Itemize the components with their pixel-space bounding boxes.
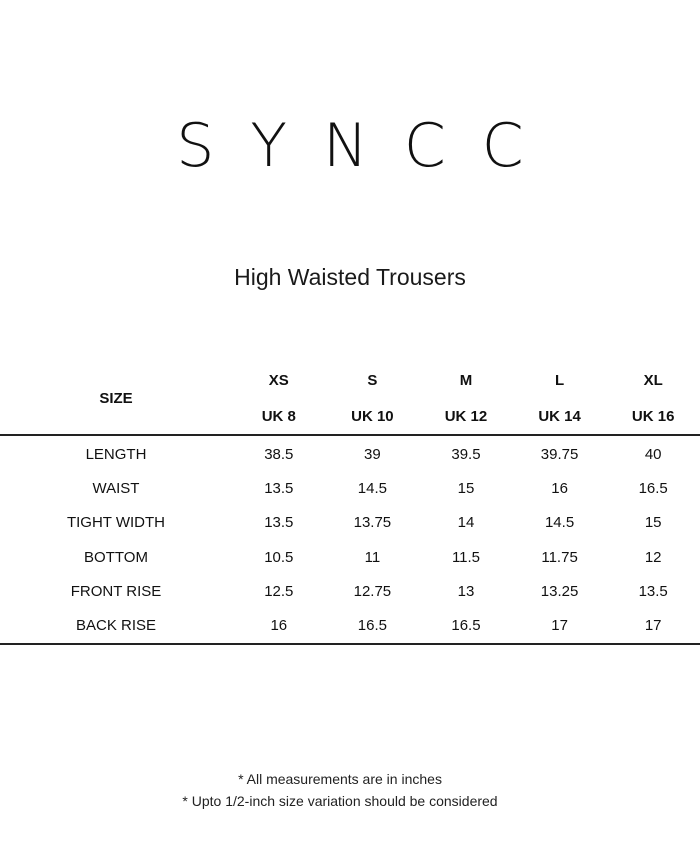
table-cell: 15 xyxy=(457,479,475,497)
row-label-front-rise: FRONT RISE xyxy=(70,582,162,600)
size-header-l: L xyxy=(554,371,565,389)
table-row xyxy=(0,435,700,471)
table-cell: 11.5 xyxy=(451,548,481,566)
row-label-tight-width: TIGHT WIDTH xyxy=(66,514,166,532)
table-row xyxy=(0,608,700,643)
table-cell: 11 xyxy=(364,548,381,566)
brand-logo: SYNCC xyxy=(176,111,560,181)
table-cell: 11.75 xyxy=(541,548,578,566)
measurement-note: * All measurements are in inches xyxy=(238,771,442,787)
uk-size-header-10: UK 10 xyxy=(326,398,420,435)
table-cell: 13.25 xyxy=(540,582,579,600)
table-cell: 39 xyxy=(364,445,381,463)
size-table-body xyxy=(0,435,700,644)
table-cell: 13.5 xyxy=(638,582,668,600)
table-cell: 40 xyxy=(644,445,662,463)
size-header-xs: XS xyxy=(268,371,289,389)
table-cell: 38.5 xyxy=(264,445,294,463)
table-row xyxy=(0,540,700,574)
size-table-header xyxy=(0,362,700,435)
table-cell: 16.5 xyxy=(326,608,420,643)
row-label-waist: WAIST xyxy=(92,479,140,497)
table-cell: 16.5 xyxy=(419,608,513,643)
table-cell: 14.5 xyxy=(544,514,575,532)
product-title: High Waisted Trousers xyxy=(234,264,466,290)
table-cell: 12.5 xyxy=(264,582,294,600)
size-chart-table xyxy=(0,362,700,645)
table-cell: 17 xyxy=(606,608,700,643)
table-cell: 13.5 xyxy=(264,479,294,497)
table-cell: 39.75 xyxy=(540,445,579,463)
row-label-back-rise: BACK RISE xyxy=(0,608,232,643)
variation-note: * Upto 1/2-inch size variation should be considered xyxy=(182,793,498,809)
table-cell: 15 xyxy=(644,514,662,532)
table-cell: 14.5 xyxy=(357,479,387,497)
table-cell: 16.5 xyxy=(638,479,668,497)
table-cell: 13 xyxy=(457,582,475,600)
uk-size-header-14: UK 14 xyxy=(513,398,607,435)
table-cell: 39.5 xyxy=(451,445,481,463)
size-column-label: SIZE xyxy=(0,362,232,435)
table-cell: 13.5 xyxy=(264,514,294,532)
table-cell: 17 xyxy=(513,608,607,643)
size-header-s: S xyxy=(367,371,378,389)
uk-size-header-8: UK 8 xyxy=(232,398,326,435)
row-label-length: LENGTH xyxy=(85,445,147,463)
uk-size-header-12: UK 12 xyxy=(419,398,513,435)
table-row xyxy=(0,574,700,608)
table-cell: 12.75 xyxy=(353,582,392,600)
table-row xyxy=(0,506,700,540)
size-header-xl: XL xyxy=(643,371,663,389)
footnotes xyxy=(0,768,680,812)
row-label-bottom: BOTTOM xyxy=(84,548,148,566)
table-cell: 10.5 xyxy=(264,548,294,566)
table-cell: 16 xyxy=(232,608,326,643)
size-header-m: M xyxy=(459,371,473,389)
table-cell: 12 xyxy=(644,548,662,566)
table-cell: 13.75 xyxy=(353,514,392,532)
table-cell: 14 xyxy=(457,514,475,532)
table-row xyxy=(0,471,700,505)
table-cell: 16 xyxy=(551,479,568,497)
uk-size-header-16: UK 16 xyxy=(606,398,700,435)
